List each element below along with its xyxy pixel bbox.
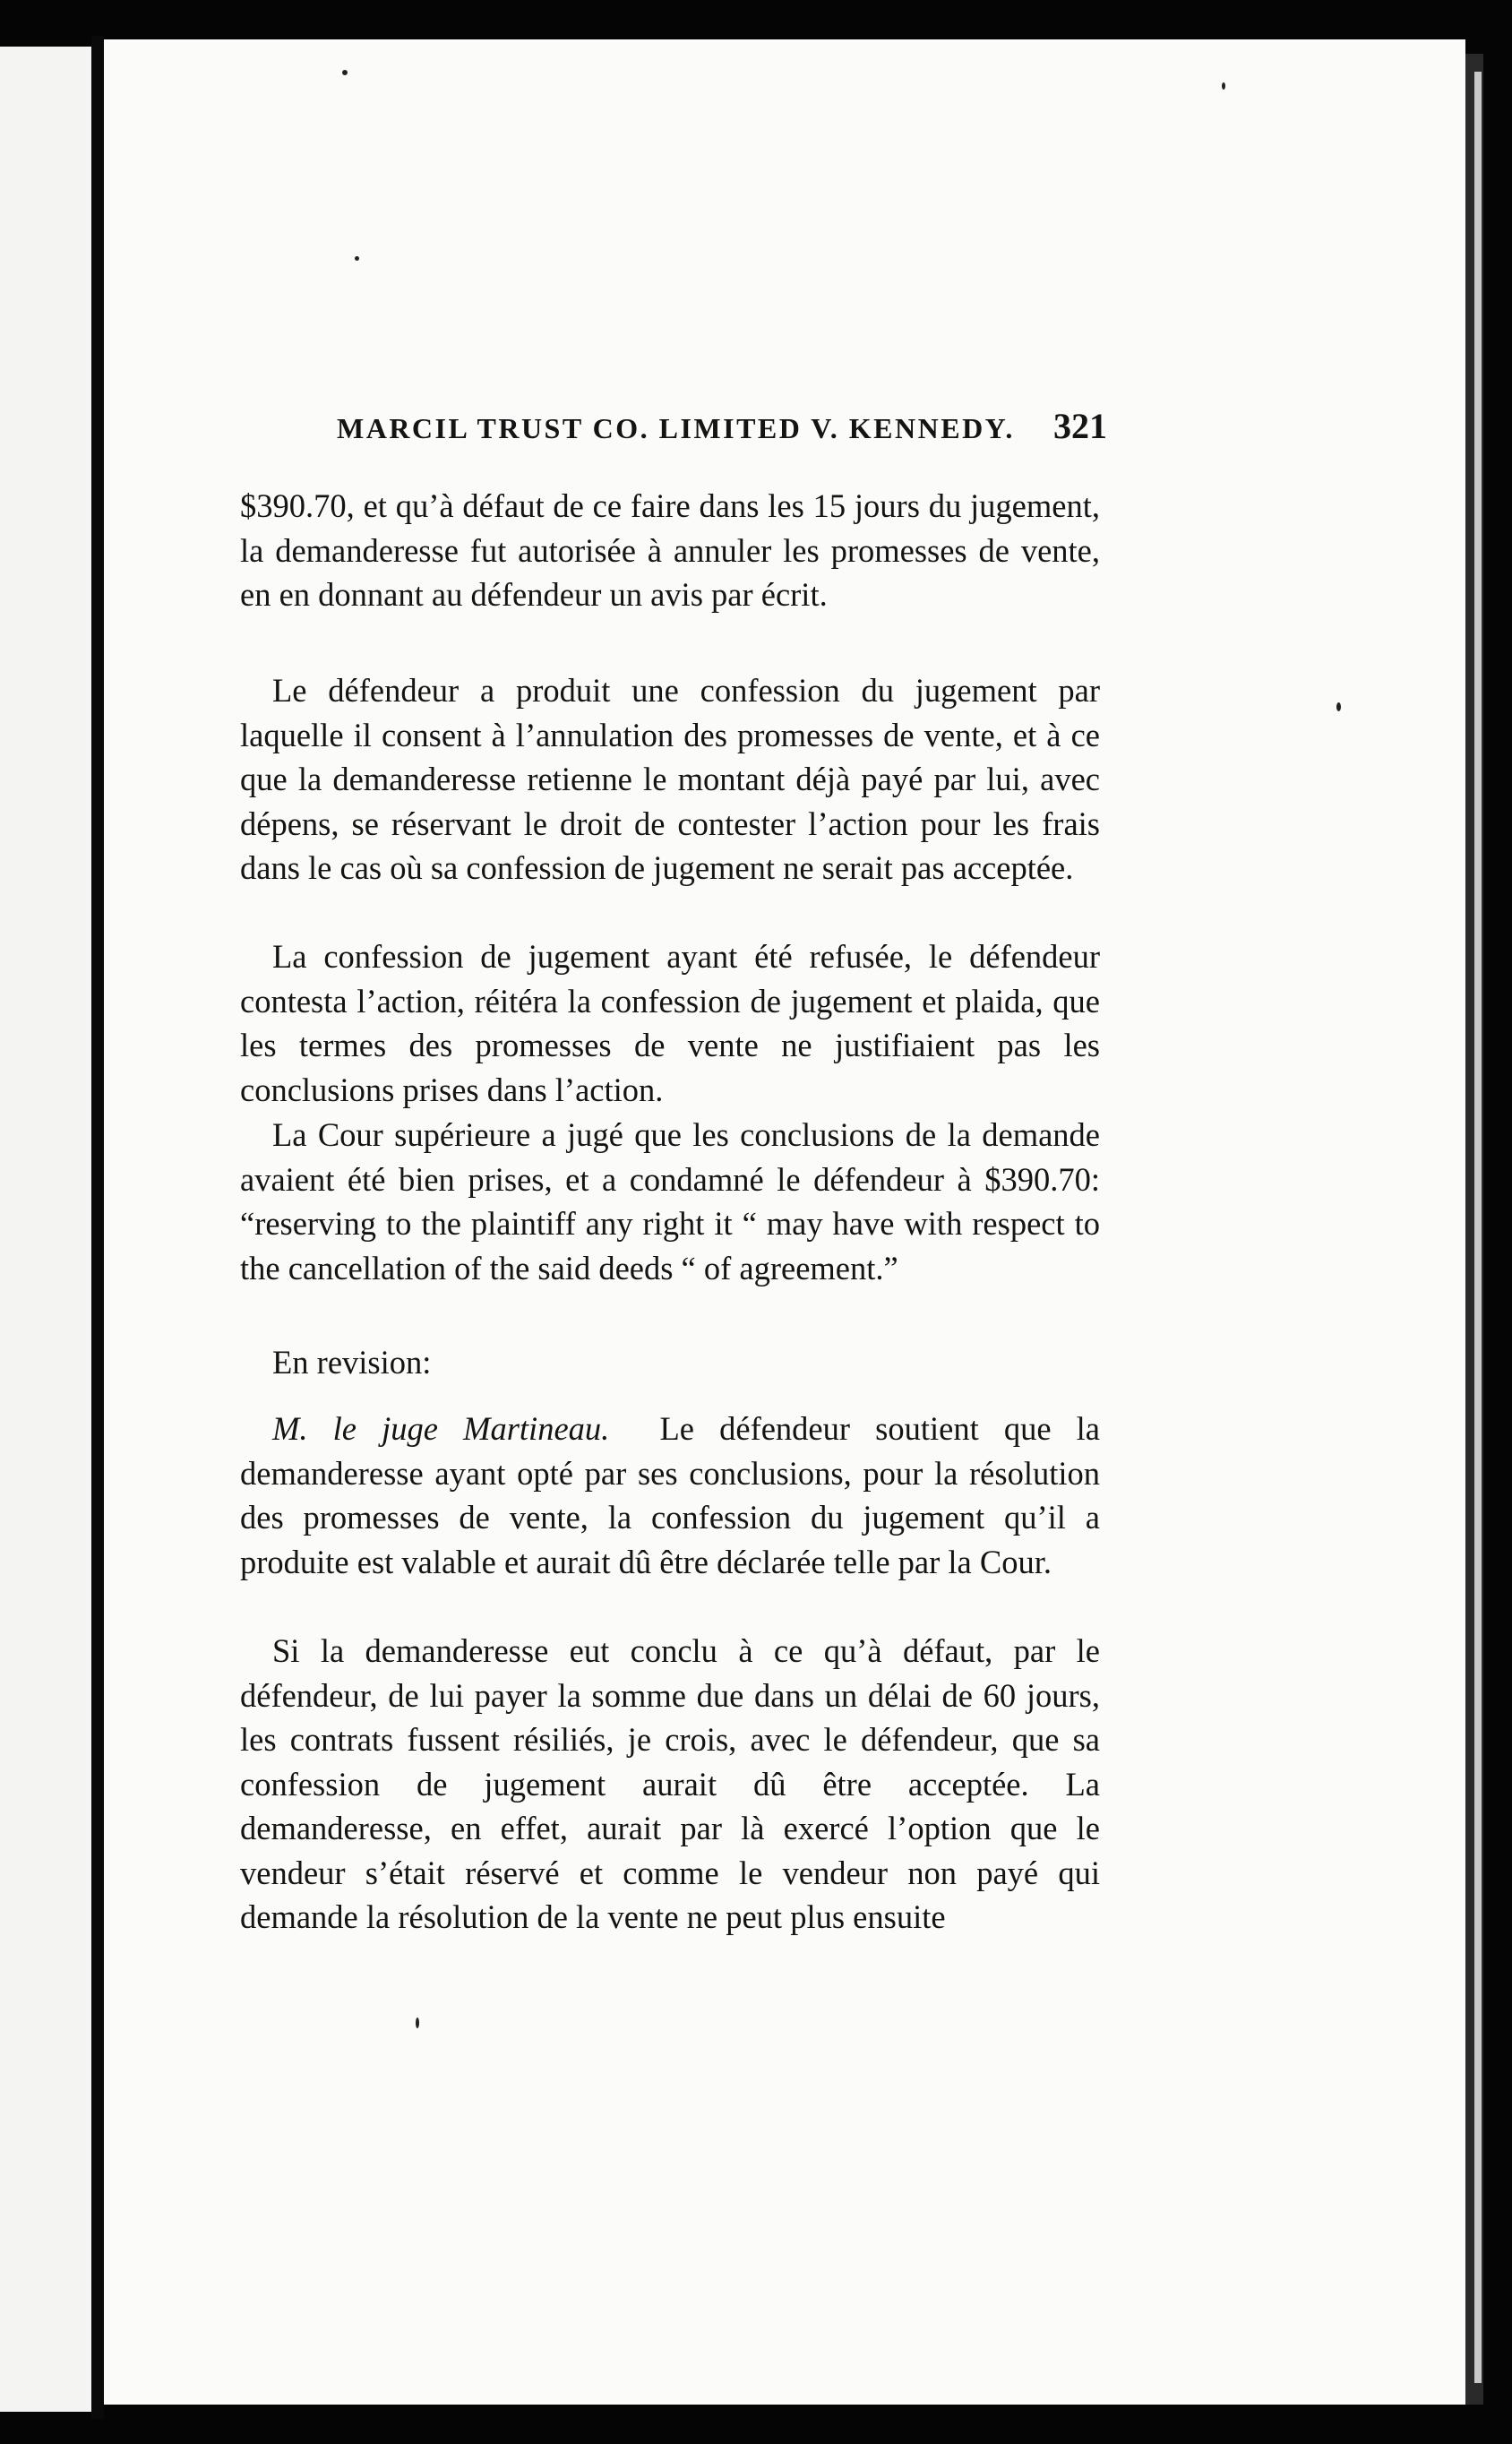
scan-speck [342, 70, 348, 75]
judge-paragraph [240, 1407, 1100, 1584]
section-heading-revision: En revision: [272, 1344, 432, 1381]
book-gutter [91, 36, 104, 2419]
running-head [337, 405, 1107, 455]
page-number: 321 [1053, 406, 1107, 446]
paragraph-final: Si la demanderesse eut conclu à ce qu’à défaut, par le défendeur, de lui payer la somme due dans un délai de 60 jours, les contrats fussent résiliés, je crois, avec le défendeur, que sa confession de jugement aurait dû être acceptée. La demanderesse, en effet, aurait par là exercé l’option que le vendeur s’était réservé et comme le vendeur non payé qui demande la résolution de la vente ne peut plus ensuite [240, 1632, 1100, 1935]
paragraph-3: La confession de jugement ayant été refusée, le défendeur contesta l’action, réitéra la confession de jugement et plaida, que les termes des promesses de vente ne justifiaient pas les conclusions prises dans l’action. [240, 938, 1100, 1108]
page-edge-highlight [1474, 72, 1482, 2383]
scan-speck [416, 2018, 419, 2028]
paragraph-1: $390.70, et qu’à défaut de ce faire dans les 15 jours du jugement, la demanderesse fut autorisée à annuler les promesses de vente, en en donnant au défendeur un avis par écrit. [240, 487, 1100, 613]
paragraph-2: Le défendeur a produit une confession du jugement par laquelle il consent à l’annulation des promesses de vente, et à ce que la demanderesse retienne le montant déjà payé par lui, avec dépens, se réservant le droit de contester l’action pour les frais dans le cas où sa confession de jugement ne serait pas acceptée. [240, 672, 1100, 886]
scan-speck [355, 256, 359, 261]
judge-text: Le défendeur soutient que la demanderesse ayant opté par ses conclusions, pour la résolution des promesses de vente, la confession du jugement qu’il a produite est valable et aurait dû être déclarée telle par la Cour. [240, 1410, 1101, 1580]
scan-speck [1222, 82, 1225, 90]
running-head-title: MARCIL TRUST CO. LIMITED V. KENNEDY. [337, 412, 1015, 444]
scan-speck [1336, 702, 1341, 711]
facing-page-edge [0, 47, 91, 2412]
paragraph-4: La Cour supérieure a jugé que les conclusions de la demande avaient été bien prises, et a condamné le défendeur à $390.70: “reserving to the plaintiff any right it “ may have with respect to the cancellation of the said deeds “ of agreement.” [240, 1116, 1100, 1287]
judge-name: M. le juge Martineau. [272, 1410, 610, 1447]
